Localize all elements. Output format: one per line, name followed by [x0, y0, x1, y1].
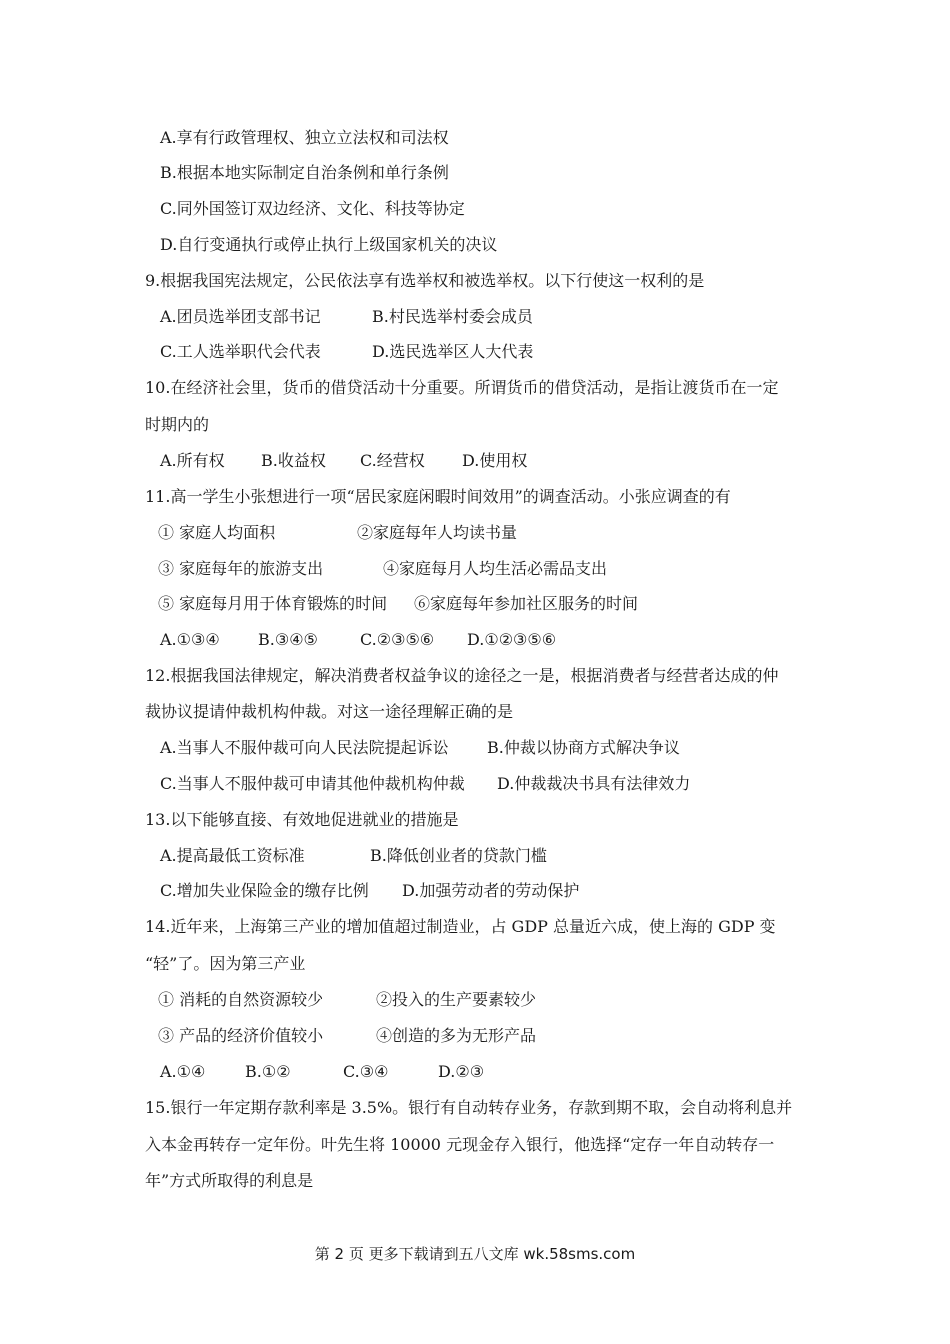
q11-item-3: ③ 家庭每年的旅游支出 — [158, 559, 324, 578]
q13-option-d: D.加强劳动者的劳动保护 — [402, 881, 580, 900]
q14-item-3: ③ 产品的经济价值较小 — [158, 1026, 324, 1045]
q9-option-a: A.团员选举团支部书记 — [160, 307, 321, 326]
page-footer: 第 2 页 更多下载请到五八文库 wk.58sms.com — [314, 1245, 636, 1263]
q10-option-d: D.使用权 — [462, 451, 528, 470]
q11-item-1: ① 家庭人均面积 — [158, 523, 276, 542]
q11-option-c: C.②③⑤⑥ — [360, 630, 435, 649]
q13-option-c: C.增加失业保险金的缴存比例 — [160, 881, 369, 900]
q14-option-a: A.①④ — [160, 1062, 206, 1081]
q11-option-b: B.③④⑤ — [258, 630, 318, 649]
q11-option-d: D.①②③⑤⑥ — [467, 630, 557, 649]
q12-option-d: D.仲裁裁决书具有法律效力 — [497, 774, 691, 793]
q14-item-2: ②投入的生产要素较少 — [376, 990, 537, 1009]
q9-option-b: B.村民选举村委会成员 — [372, 307, 533, 326]
q10-option-b: B.收益权 — [261, 451, 326, 470]
q13-option-b: B.降低创业者的贷款门槛 — [370, 846, 547, 865]
q14-option-b: B.①② — [245, 1062, 291, 1081]
q14-item-1: ① 消耗的自然资源较少 — [158, 990, 324, 1009]
q14-option-d: D.②③ — [438, 1062, 485, 1081]
q10-option-c: C.经营权 — [360, 451, 425, 470]
q9-option-d: D.选民选举区人大代表 — [372, 342, 534, 361]
q10-option-a: A.所有权 — [160, 451, 225, 470]
q13-option-a: A.提高最低工资标准 — [160, 846, 305, 865]
q11-item-5: ⑤ 家庭每月用于体育锻炼的时间 — [158, 594, 388, 613]
q14-option-c: C.③④ — [343, 1062, 389, 1081]
q12-option-a: A.当事人不服仲裁可向人民法院提起诉讼 — [160, 738, 449, 757]
q11-item-6: ⑥家庭每年参加社区服务的时间 — [414, 594, 639, 613]
q11-item-4: ④家庭每月人均生活必需品支出 — [383, 559, 608, 578]
q11-item-2: ②家庭每年人均读书量 — [357, 523, 518, 542]
q12-option-b: B.仲裁以协商方式解决争议 — [487, 738, 680, 757]
q12-option-c: C.当事人不服仲裁可申请其他仲裁机构仲裁 — [160, 774, 465, 793]
document-page: A.享有行政管理权、独立立法权和司法权 B.根据本地实际制定自治条例和单行条例 C.同外国签订双边经济、文化、科技等协定 D.自行变通执行或停止执行上级国家机关的决议 9.根据我国宪法规定，公民依法享有选举权和被选举权。以下行使这一权利的是 A.团员选举团支部书记 B.村民选举村委会成员 C.工人选举职代会代表 D.选民选举区人大代表 10.在经济社会里，货币的借贷活动十分重要。所谓货币的借贷活动，是指让渡货币在一定 时期内的 A.所有权 B.收益权 C.经营权 D.使用权 11.高一学生小张想进行一项“居民家庭闲暇时间效用”的调查活动。小张应调查的有 ① 家庭人均面积 ②家庭每年人均读书量 ③ 家庭每年的旅游支出 ④家庭每月人均生活必需品支出 ⑤ 家庭每月用于体育锻炼的时间 ⑥家庭每年参加社区服务的时间 A.①③④ B.③④⑤ C.②③⑤⑥ D.①②③⑤⑥ 12.根据我国法律规定，解决消费者权益争议的途径之一是，根据消费者与经营者达成的仲 裁协议提请仲裁机构仲裁。对这一途径理解正确的是 A.当事人不服仲裁可向人民法院提起诉讼 B.仲裁以协商方式解决争议 C.当事人不服仲裁可申请其他仲裁机构仲裁 D.仲裁裁决书具有法律效力 13.以下能够直接、有效地促进就业的措施是 A.提高最低工资标准 B.降低创业者的贷款门槛 C.增加失业保险金的缴存比例 D.加强劳动者的劳动保护 14.近年来，上海第三产业的增加值超过制造业，占 GDP 总量近六成，使上海的 GDP 变 “轻”了。因为第三产业 ① 消耗的自然资源较少 ②投入的生产要素较少 ③ 产品的经济价值较小 ④创造的多为无形产品 A.①④ B.①② C.③④ D.②③ 15.银行一年定期存款利率是 3.5%。银行有自动转存业务，存款到期不取，会自动将利息并 入本金再转存一定年份。叶先生将 10000 元现金存入银行，他选择“定存一年自动转存一 年”方式所取得的利息是 第 2 页 更多下载请到五八文库 wk.58sms.com — [0, 0, 950, 1344]
q9-option-c: C.工人选举职代会代表 — [160, 342, 321, 361]
q11-option-a: A.①③④ — [160, 630, 220, 649]
q14-item-4: ④创造的多为无形产品 — [376, 1026, 537, 1045]
